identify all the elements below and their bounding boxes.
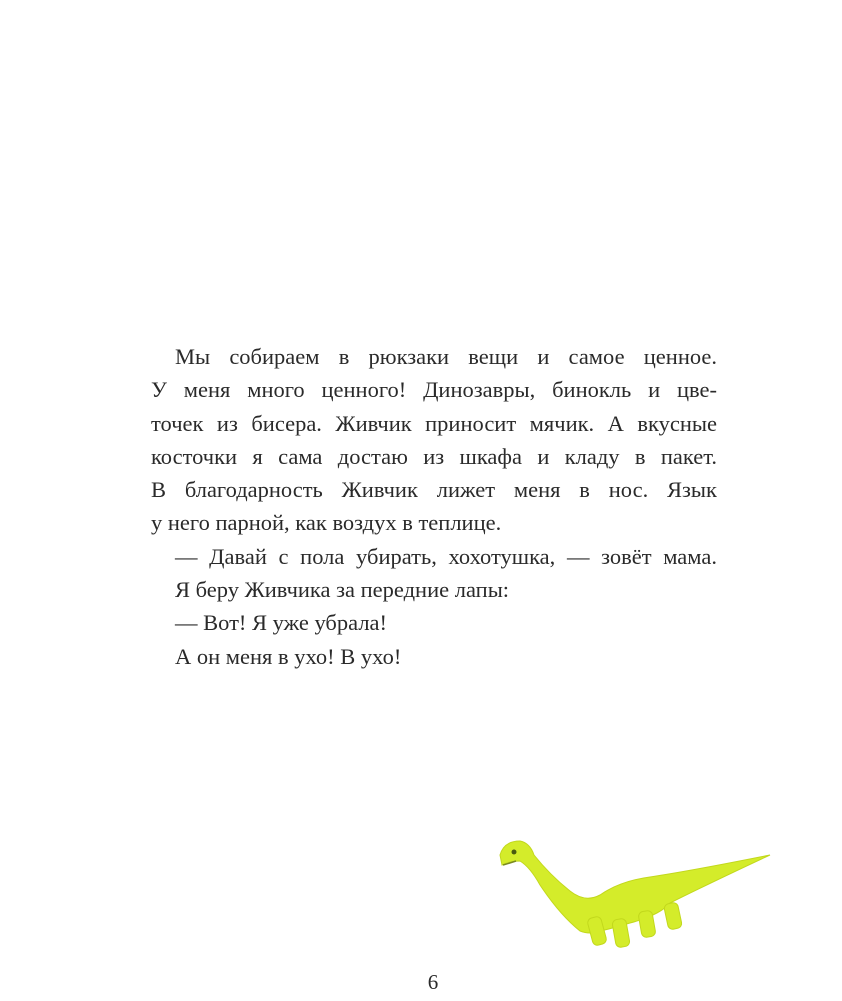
text-line: — Давай с пола убирать, хохотушка, — зовёт мама.: [175, 543, 717, 569]
body-text: [151, 340, 717, 673]
text-line: Мы собираем в рюкзаки вещи и самое ценное.: [175, 344, 717, 369]
text-line: у него парной, как воздух в теплице.: [151, 510, 502, 536]
dinosaur-eye: [512, 850, 517, 855]
text-line: А он меня в ухо! В ухо!: [175, 643, 402, 669]
text-line: У меня много ценного! Динозавры, бинокль и цве-: [151, 377, 717, 403]
text-line: косточки я сама достаю из шкафа и кладу в пакет.: [151, 443, 717, 469]
text-line: Я беру Живчика за передние лапы:: [175, 577, 510, 603]
text-line: точек из бисера. Живчик приносит мячик. А вкусные: [151, 410, 717, 436]
text-line: — Вот! Я уже убрала!: [175, 610, 388, 636]
page-number: 6: [427, 970, 439, 994]
text-line: В благодарность Живчик лижет меня в нос. Язык: [151, 477, 717, 503]
dinosaur-illustration: [490, 825, 780, 955]
